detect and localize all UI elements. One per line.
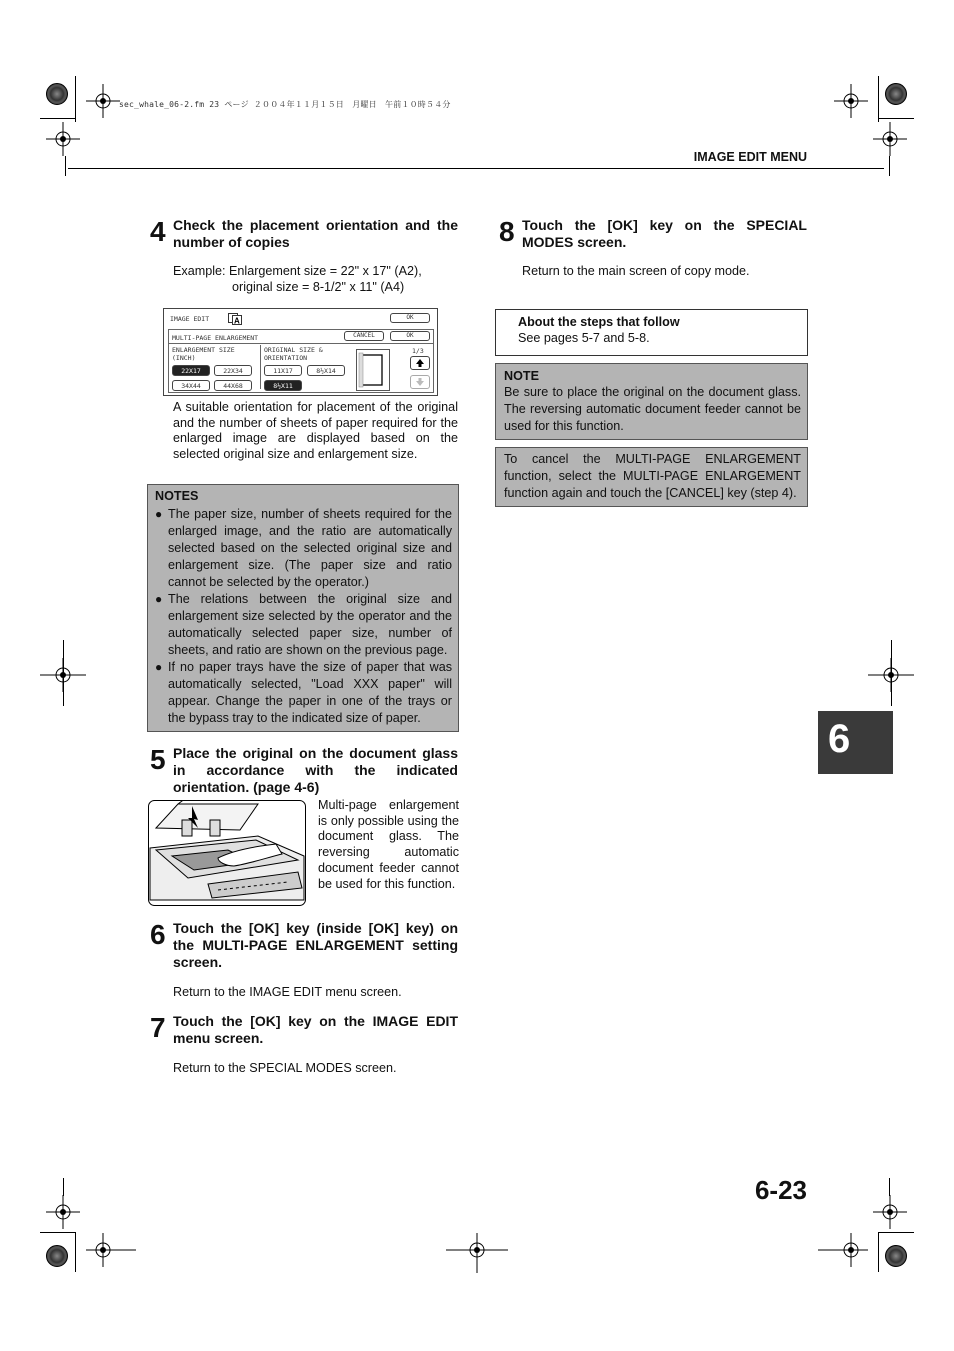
lcd-original-size-button[interactable]: 8½X14 bbox=[307, 365, 345, 376]
trim-line bbox=[878, 118, 914, 119]
lcd-original-size-button[interactable]: 11X17 bbox=[264, 365, 302, 376]
crosshair-icon bbox=[46, 1195, 80, 1229]
lcd-cancel-button[interactable]: CANCEL bbox=[344, 331, 384, 341]
step-description: Multi-page enlargement is only possible using the document glass. The reversing automatic document feeder cannot be used for this function. bbox=[318, 798, 459, 891]
lcd-size-button[interactable]: 22X17 bbox=[172, 365, 210, 376]
lcd-rule bbox=[168, 343, 434, 344]
crosshair-icon bbox=[873, 1195, 907, 1229]
cancel-info-text: To cancel the MULTI-PAGE ENLARGEMENT function, select the MULTI-PAGE ENLARGEMENT function again and touch the [CANCEL] key (step 4). bbox=[504, 452, 801, 500]
registration-disc-icon bbox=[885, 83, 907, 105]
page-number: 6-23 bbox=[754, 1175, 807, 1205]
svg-text:A: A bbox=[234, 316, 240, 325]
step-number: 8 bbox=[499, 216, 515, 247]
cancel-info-box bbox=[495, 447, 808, 507]
trim-line bbox=[889, 1178, 890, 1196]
page-header-title: IMAGE EDIT MENU bbox=[693, 150, 807, 164]
header-rule bbox=[68, 168, 884, 169]
note-title: NOTE bbox=[504, 369, 539, 383]
registration-disc-icon bbox=[885, 1245, 907, 1267]
trim-line bbox=[40, 118, 75, 119]
step-description: Return to the IMAGE EDIT menu screen. bbox=[173, 985, 402, 999]
step-description: Return to the SPECIAL MODES screen. bbox=[173, 1061, 397, 1075]
crosshair-icon bbox=[86, 84, 120, 118]
notes-list bbox=[155, 506, 452, 727]
step-title: Check the placement orientation and the number of copies bbox=[173, 217, 458, 250]
notes-item: ● If no paper trays have the size of paper that was automatically selected, "Load XXX paper" will appear. Change the paper in one of the trays or the bypass tray to the indicated size of paper. bbox=[155, 659, 452, 727]
lcd-orientation-label: ORIENTATION bbox=[264, 354, 308, 362]
lcd-size-button[interactable]: 44X68 bbox=[214, 380, 252, 391]
trim-line bbox=[63, 1178, 64, 1196]
step-number: 5 bbox=[150, 744, 166, 775]
notes-item: ● The paper size, number of sheets required for the enlarged image, and the ratio are automatically selected based on the selected original size and enlargement size. (The paper size and ratio cannot be selected by the operator.) bbox=[155, 506, 452, 591]
lcd-panel bbox=[163, 308, 438, 396]
lcd-unit-label: (INCH) bbox=[172, 354, 196, 362]
crosshair-icon bbox=[818, 1233, 868, 1267]
notes-item: ● The relations between the original size and enlargement size selected by the operator and the automatically selected paper size, number of sheets, and ratio are shown on the previous page. bbox=[155, 591, 452, 659]
step-number: 4 bbox=[150, 216, 166, 247]
trim-line bbox=[75, 1232, 76, 1272]
notes-box bbox=[147, 484, 459, 732]
trim-line bbox=[889, 156, 890, 176]
example-line: original size = 8-1/2" x 11" (A4) bbox=[232, 280, 405, 294]
lcd-ok-button[interactable]: OK bbox=[390, 313, 430, 323]
step-title: Touch the [OK] key on the SPECIAL MODES screen. bbox=[522, 217, 807, 250]
trim-line bbox=[878, 76, 879, 122]
lcd-panel-title: MULTI-PAGE ENLARGEMENT bbox=[172, 334, 259, 342]
step-title: Touch the [OK] key on the IMAGE EDIT menu screen. bbox=[173, 1013, 458, 1046]
arrow-down-icon bbox=[415, 377, 425, 387]
scroll-down-button[interactable] bbox=[410, 375, 430, 389]
lcd-divider bbox=[260, 345, 261, 389]
step-description: A suitable orientation for placement of the original and the number of sheets of paper required for the enlarged image are displayed based on the selected original size and enlargement size. bbox=[173, 400, 458, 462]
lcd-title: IMAGE EDIT bbox=[170, 315, 210, 323]
lcd-page-indicator: 1/3 bbox=[412, 347, 424, 355]
example-line: Example: Enlargement size = 22" x 17" (A2), bbox=[173, 264, 422, 278]
crosshair-icon bbox=[873, 122, 907, 156]
lcd-size-button[interactable]: 34X44 bbox=[172, 380, 210, 391]
about-steps-title: About the steps that follow bbox=[518, 315, 680, 329]
orientation-preview-icon bbox=[356, 349, 390, 391]
trim-line bbox=[65, 156, 66, 176]
lcd-inner-ok-button[interactable]: OK bbox=[390, 331, 430, 341]
arrow-up-icon bbox=[415, 358, 425, 368]
trim-line bbox=[75, 76, 76, 122]
note-box bbox=[495, 363, 808, 440]
crosshair-icon bbox=[834, 84, 868, 118]
about-steps-box bbox=[495, 309, 808, 356]
crosshair-icon bbox=[46, 122, 80, 156]
lcd-size-button[interactable]: 22X34 bbox=[214, 365, 252, 376]
document-glass-illustration bbox=[148, 800, 306, 906]
registration-disc-icon bbox=[46, 1245, 68, 1267]
step-number: 7 bbox=[150, 1012, 166, 1043]
chapter-number: 6 bbox=[828, 717, 851, 761]
notes-title: NOTES bbox=[155, 489, 199, 503]
step-number: 6 bbox=[150, 919, 166, 950]
about-steps-text: See pages 5-7 and 5-8. bbox=[518, 331, 650, 345]
step-title: Place the original on the document glass in accordance with the indicated orientation. (page 4-6) bbox=[173, 745, 458, 795]
lcd-original-size-button[interactable]: 8½X11 bbox=[264, 380, 302, 391]
trim-line bbox=[891, 640, 892, 706]
trim-line bbox=[40, 1232, 75, 1233]
trim-line bbox=[878, 1232, 914, 1233]
scroll-up-button[interactable] bbox=[410, 356, 430, 370]
step-title: Touch the [OK] key (inside [OK] key) on the MULTI-PAGE ENLARGEMENT setting screen. bbox=[173, 920, 458, 970]
crosshair-icon bbox=[446, 1233, 508, 1273]
lcd-original-label: ORIGINAL SIZE & bbox=[264, 346, 323, 354]
image-edit-icon bbox=[228, 313, 242, 325]
trim-line bbox=[878, 1232, 879, 1272]
trim-line bbox=[63, 640, 64, 706]
note-text: Be sure to place the original on the document glass. The reversing automatic document feeder cannot be used for this function. bbox=[504, 385, 801, 433]
file-info: sec_whale_06-2.fm 23 ページ ２００４年１１月１５日 月曜日 午前１０時５４分 bbox=[119, 100, 451, 109]
lcd-enlargement-label: ENLARGEMENT SIZE bbox=[172, 346, 235, 354]
step-description: Return to the main screen of copy mode. bbox=[522, 264, 750, 278]
registration-disc-icon bbox=[46, 83, 68, 105]
crosshair-icon bbox=[86, 1233, 136, 1267]
chapter-tab bbox=[818, 711, 893, 774]
